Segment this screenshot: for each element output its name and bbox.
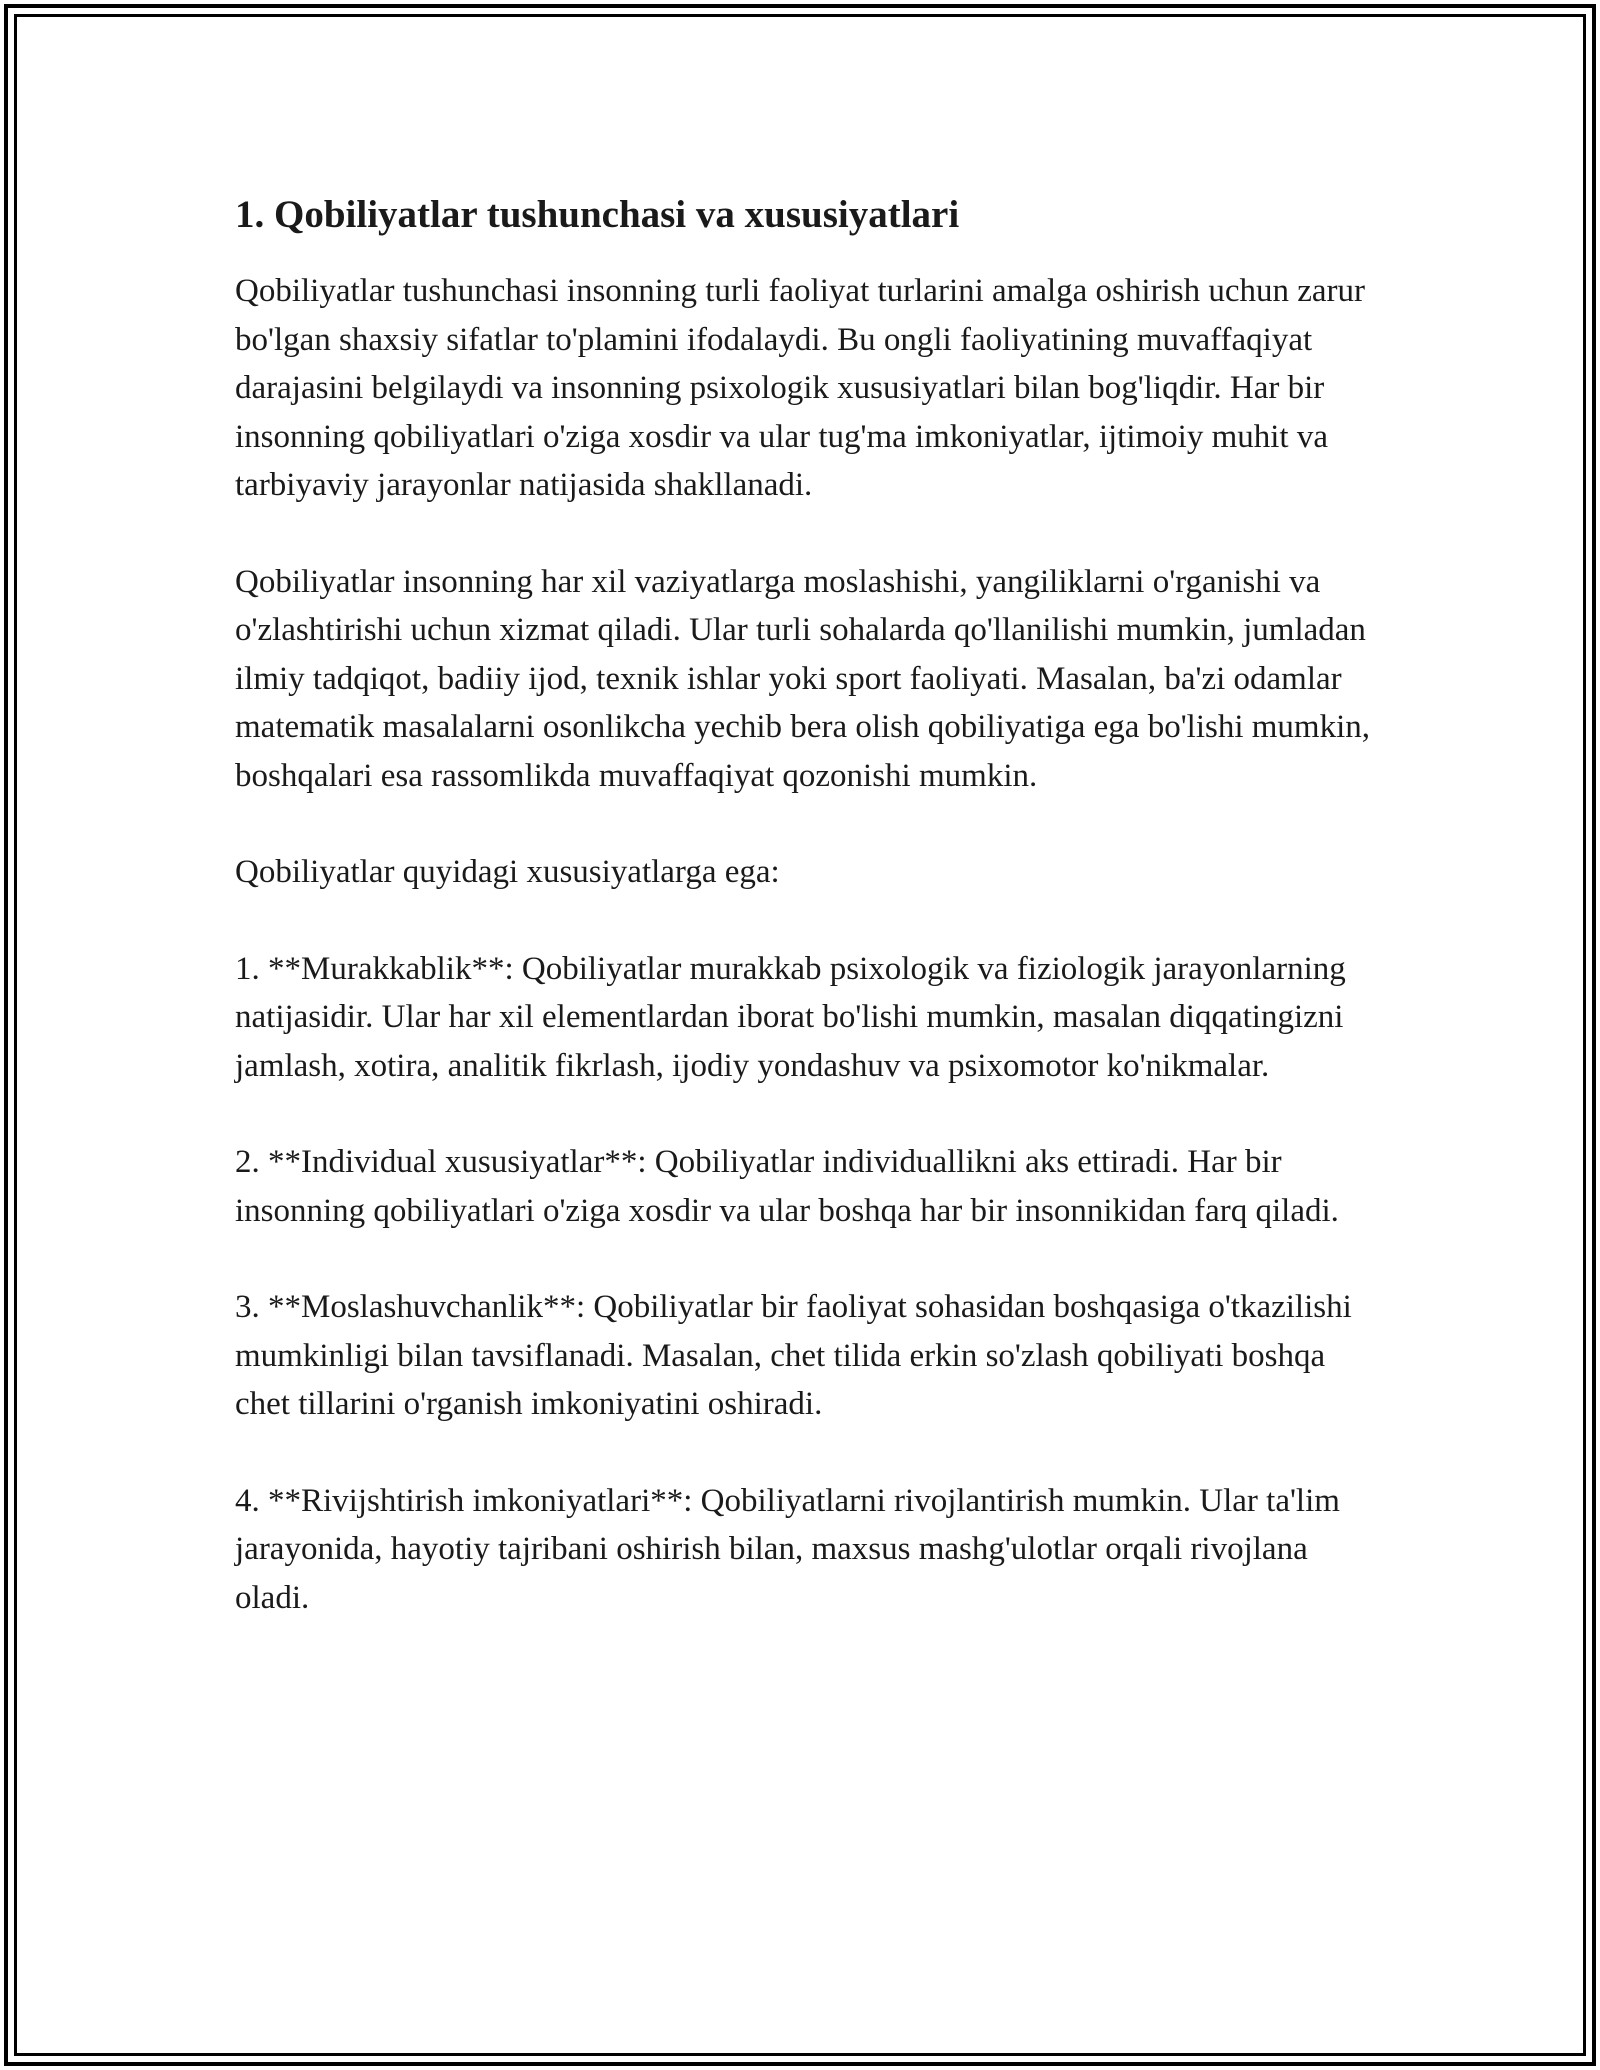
paragraph-application: Qobiliyatlar insonning har xil vaziyatlarga moslashishi, yangiliklarni o'rganishi va o'zlashtirishi uchun xizmat qiladi. Ular turli sohalarda qo'llanilishi mumkin, jumladan ilmiy tadqiqot, badiiy ijod, texnik ishlar yoki sport faoliyati. Masalan, ba'zi odamlar matematik masalalarni osonlikcha yechib bera olish qobiliyatiga ega bo'lishi mumkin, boshqalari esa rassomlikda muvaffaqiyat qozonishi mumkin.: [235, 563, 1371, 794]
document-body: [235, 185, 1375, 1670]
paragraph-properties-intro: Qobiliyatlar quyidagi xususiyatlarga ega:: [235, 854, 780, 890]
list-item-individual: 2. **Individual xususiyatlar**: Qobiliyatlar individuallikni aks ettiradi. Har bir insonning qobiliyatlari o'ziga xosdir va ular boshqa har bir insonnikidan farq qiladi.: [235, 1144, 1339, 1229]
section-heading: 1. Qobiliyatlar tushunchasi va xususiyatlari: [235, 193, 960, 236]
list-item-development: 4. **Rivijshtirish imkoniyatlari**: Qobiliyatlarni rivojlantirish mumkin. Ular ta'lim jarayonida, hayotiy tajribani oshirish bilan, maxsus mashg'ulotlar orqali rivojlana oladi.: [235, 1482, 1340, 1616]
list-item-complexity: 1. **Murakkablik**: Qobiliyatlar murakkab psixologik va fiziologik jarayonlarning natijasidir. Ular har xil elementlardan iborat bo'lishi mumkin, masalan diqqatingizni jamlash, xotira, analitik fikrlash, ijodiy yondashuv va psixomotor ko'nikmalar.: [235, 950, 1346, 1084]
paragraph-definition: Qobiliyatlar tushunchasi insonning turli faoliyat turlarini amalga oshirish uchun zarur bo'lgan shaxsiy sifatlar to'plamini ifodalaydi. Bu ongli faoliyatining muvaffaqiyat darajasini belgilaydi va insonning psixologik xususiyatlari bilan bog'liqdir. Har bir insonning qobiliyatlari o'ziga xosdir va ular tug'ma imkoniyatlar, ijtimoiy muhit va tarbiyaviy jarayonlar natijasida shakllanadi.: [235, 273, 1365, 503]
list-item-flexibility: 3. **Moslashuvchanlik**: Qobiliyatlar bir faoliyat sohasidan boshqasiga o'tkazilishi mumkinligi bilan tavsiflanadi. Masalan, chet tilida erkin so'zlash qobiliyati boshqa chet tillarini o'rganish imkoniyatini oshiradi.: [235, 1289, 1352, 1422]
